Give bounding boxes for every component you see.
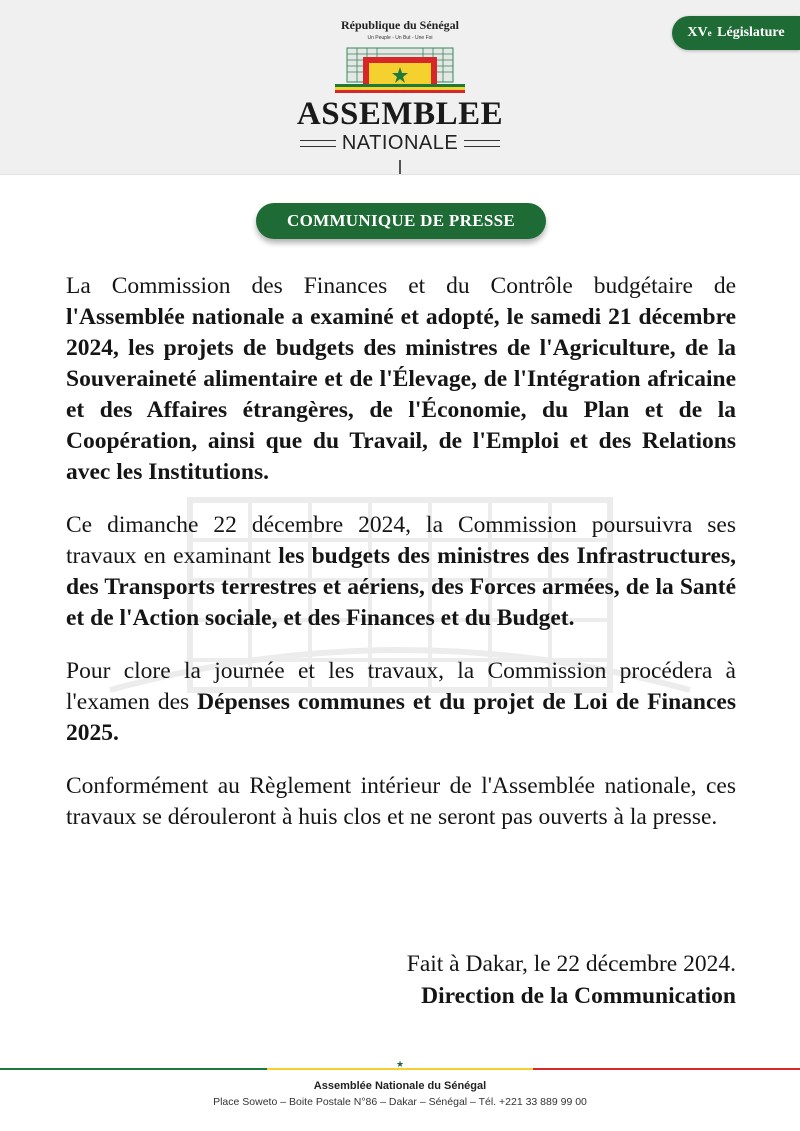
logo-title: ASSEMBLEE: [296, 96, 504, 132]
press-release-badge: COMMUNIQUE DE PRESSE: [256, 203, 546, 239]
assembly-building-logo-icon: [335, 42, 465, 96]
star-icon: ★: [395, 1060, 405, 1070]
divider: [300, 140, 336, 147]
footer-address: Place Soweto – Boite Postale N°86 – Dakar – Sénégal – Tél. +221 33 889 99 00: [213, 1096, 587, 1108]
logo-subtitle: NATIONALE: [341, 131, 459, 154]
legislature-badge: [672, 16, 800, 50]
legislature-numeral: XV: [687, 25, 708, 40]
paragraph: La Commission des Finances et du Contrôle budgétaire de l'Assemblée nationale a examiné et adopté, le samedi 21 décembre 2024, les projets de budgets des ministres de l'Agriculture, de la Souveraineté alimentaire et de l'Élevage, de l'Intégration africaine et des Affaires étrangères, de l'Économie, du Plan et de la Coopération, ainsi que du Travail, de l'Emploi et des Relations avec les Institutions.: [66, 273, 736, 485]
paragraph: Ce dimanche 22 décembre 2024, la Commission poursuivra ses travaux en examinant les budgets des ministres des Infrastructures, des Transports terrestres et aériens, des Forces armées, de la Santé et de l'Action sociale, et des Finances et du Budget.: [66, 512, 736, 631]
republique-label: République du Sénégal: [340, 18, 460, 32]
legislature-ordinal: e: [707, 28, 712, 38]
paragraph: Pour clore la journée et les travaux, la Commission procédera à l'examen des Dépenses communes et du projet de Loi de Finances 2025.: [66, 658, 736, 746]
signature-block: [407, 948, 736, 1012]
logo-subtitle-row: [290, 131, 510, 155]
national-motto: Un Peuple - Un But - Une Foi: [367, 35, 433, 41]
divider: [399, 160, 401, 174]
divider: [464, 140, 500, 147]
paragraph: Conformément au Règlement intérieur de l'Assemblée nationale, ces travaux se dérouleront à huis clos et ne seront pas ouverts à la presse.: [66, 773, 736, 830]
legislature-word: Législature: [717, 25, 785, 40]
place-date: Fait à Dakar, le 22 décembre 2024.: [406, 951, 736, 977]
signatory: Direction de la Communication: [421, 983, 736, 1009]
footer-title: Assemblée Nationale du Sénégal: [313, 1080, 487, 1092]
press-release-body: [66, 271, 736, 855]
